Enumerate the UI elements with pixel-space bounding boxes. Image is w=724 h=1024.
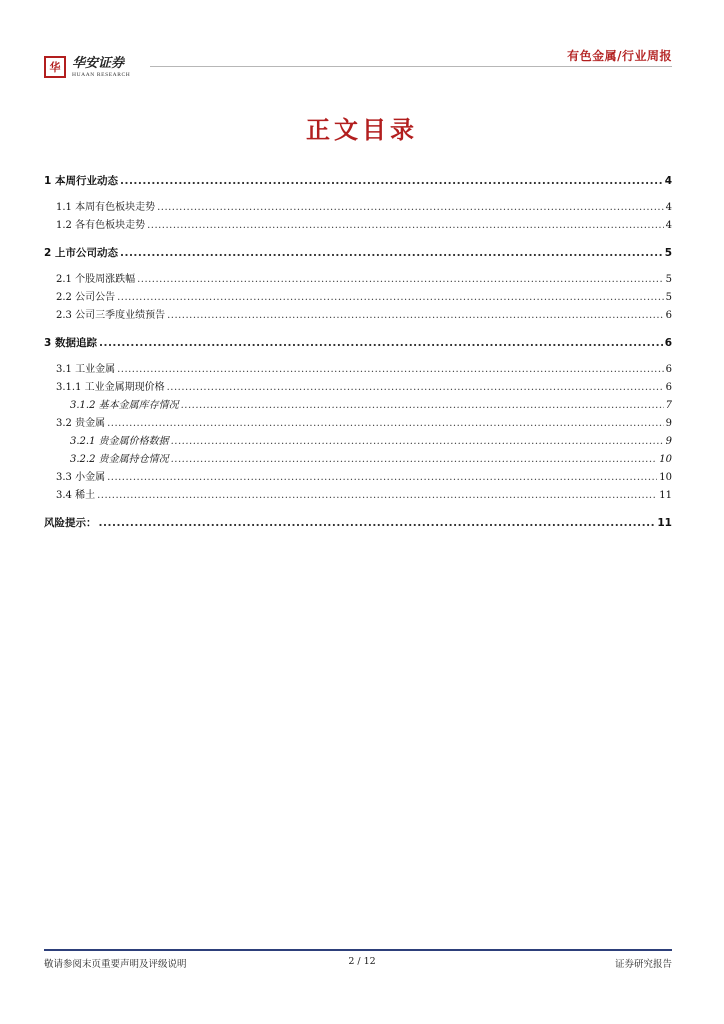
toc-entry[interactable] <box>44 452 672 468</box>
toc-entry[interactable] <box>44 434 672 450</box>
toc-entry-page: 9 <box>665 418 672 429</box>
footer-doc-type: 证券研究报告 <box>614 959 672 970</box>
toc-dot-leader <box>107 416 664 432</box>
toc-entry-page: 6 <box>665 364 672 375</box>
toc-entry-label: 3 数据追踪 <box>44 337 97 349</box>
toc-dot-leader <box>97 488 657 504</box>
toc-dot-leader <box>147 218 664 234</box>
footer-disclaimer: 敬请参阅末页重要声明及评级说明 <box>44 959 187 970</box>
report-category: 有色金属/行业周报 <box>567 49 672 63</box>
toc-entry-label: 3.4 稀土 <box>56 490 96 501</box>
toc-entry-label: 3.2.2 贵金属持仓情况 <box>70 454 169 465</box>
toc-entry-page: 5 <box>665 292 672 303</box>
toc-dot-leader <box>117 362 664 378</box>
logo-seal-icon: 华 <box>44 56 66 78</box>
toc-entry-label: 1.2 各有色板块走势 <box>56 220 146 231</box>
toc-dot-leader <box>157 200 664 216</box>
toc-entry-page: 6 <box>664 337 672 349</box>
toc-entry-label: 3.1.1 工业金属期现价格 <box>56 382 165 393</box>
toc-entry[interactable] <box>44 398 672 414</box>
toc-entry[interactable] <box>44 308 672 324</box>
toc-entry-label: 1.1 本周有色板块走势 <box>56 202 156 213</box>
toc-entry[interactable] <box>44 380 672 396</box>
toc-dot-leader <box>99 335 663 351</box>
toc-entry-page: 10 <box>659 472 672 483</box>
toc-entry-label: 1 本周行业动态 <box>44 175 118 187</box>
toc-entry-label: 3.2 贵金属 <box>56 418 106 429</box>
toc-dot-leader <box>167 380 664 396</box>
toc-entry[interactable] <box>44 416 672 432</box>
toc-entry-page: 11 <box>659 490 672 501</box>
toc-entry-label: 3.3 小金属 <box>56 472 106 483</box>
footer-divider <box>44 949 672 951</box>
logo-name-en: HUAAN RESEARCH <box>72 72 131 78</box>
page-number: 2 / 12 <box>348 956 376 967</box>
toc-entry-page: 9 <box>665 436 672 447</box>
toc-entry[interactable] <box>44 335 672 351</box>
logo-name-cn: 华安证券 <box>72 56 125 71</box>
toc-dot-leader <box>117 290 664 306</box>
toc-entry-page: 6 <box>665 382 672 393</box>
toc-entry[interactable] <box>44 290 672 306</box>
toc-entry-label: 2 上市公司动态 <box>44 247 118 259</box>
toc-dot-leader <box>171 452 658 468</box>
toc-dot-leader <box>107 470 657 486</box>
toc-entry[interactable] <box>44 470 672 486</box>
toc-entry-page: 5 <box>664 247 672 259</box>
toc-entry-page: 4 <box>665 220 672 231</box>
toc-entry-label: 2.2 公司公告 <box>56 292 116 303</box>
toc-entry[interactable] <box>44 515 672 531</box>
toc-entry[interactable] <box>44 272 672 288</box>
toc-entry[interactable] <box>44 200 672 216</box>
toc-entry-page: 6 <box>665 310 672 321</box>
toc-entry-page: 10 <box>659 454 672 465</box>
toc-entry-page: 5 <box>665 274 672 285</box>
toc-dot-leader <box>181 398 664 414</box>
toc-entry-page: 11 <box>657 517 672 529</box>
toc-entry-label: 3.1 工业金属 <box>56 364 116 375</box>
page-title: 正文目录 <box>306 116 418 144</box>
toc-entry-label: 2.3 公司三季度业绩预告 <box>56 310 166 321</box>
toc-dot-leader <box>120 173 663 189</box>
toc-entry-page: 7 <box>665 400 672 411</box>
toc-dot-leader <box>99 515 656 531</box>
toc-entry-label: 3.2.1 贵金属价格数据 <box>70 436 169 447</box>
toc-entry-label: 风险提示： <box>44 517 97 529</box>
toc-entry[interactable] <box>44 362 672 378</box>
company-logo <box>44 56 130 79</box>
toc-dot-leader <box>171 434 664 450</box>
toc-entry[interactable] <box>44 245 672 261</box>
header-divider <box>150 66 672 67</box>
toc-dot-leader <box>167 308 664 324</box>
toc-entry-page: 4 <box>664 175 672 187</box>
toc-dot-leader <box>120 245 663 261</box>
toc-entry[interactable] <box>44 218 672 234</box>
toc-entry-label: 3.1.2 基本金属库存情况 <box>70 400 179 411</box>
toc-entry-label: 2.1 个股周涨跌幅 <box>56 274 136 285</box>
toc-entry[interactable] <box>44 488 672 504</box>
toc-entry-page: 4 <box>665 202 672 213</box>
toc-entry[interactable] <box>44 173 672 189</box>
toc-dot-leader <box>137 272 664 288</box>
